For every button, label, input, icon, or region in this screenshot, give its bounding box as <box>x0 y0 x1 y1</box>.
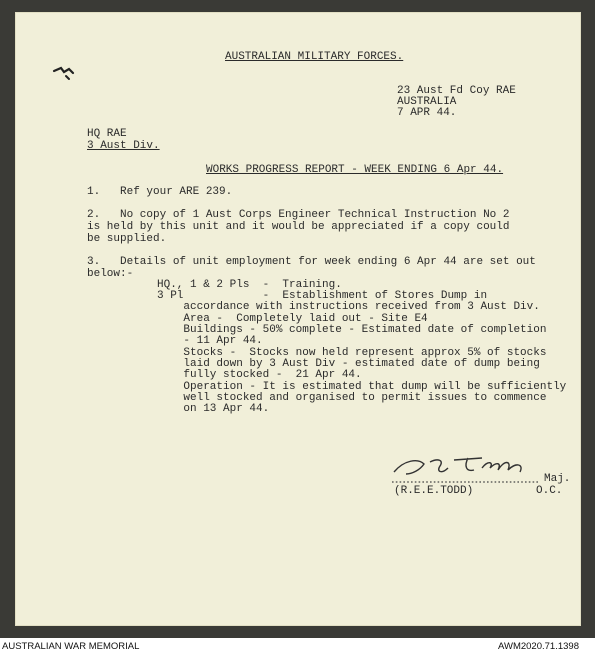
paragraph-3-line: below:- <box>87 268 134 280</box>
paragraph-2-line: is held by this unit and it would be appreciated if a copy could <box>87 221 510 233</box>
employment-line: Area - Completely laid out - Site E4 <box>157 313 428 325</box>
sender-country: AUSTRALIA <box>397 96 457 108</box>
employment-line: - 11 Apr 44. <box>157 335 263 347</box>
employment-line: Buildings - 50% complete - Estimated date of completion <box>157 324 547 336</box>
employment-line: Operation - It is estimated that dump will be sufficiently <box>157 381 567 393</box>
handwritten-signature <box>390 452 550 486</box>
signature-rank: Maj. <box>544 473 571 485</box>
document-title: AUSTRALIAN MILITARY FORCES. <box>225 51 404 63</box>
employment-line: fully stocked - 21 Apr 44. <box>157 369 362 381</box>
paragraph-2-line: 2. No copy of 1 Aust Corps Engineer Technical Instruction No 2 <box>87 209 510 221</box>
employment-line: laid down by 3 Aust Div - estimated date of dump being <box>157 358 540 370</box>
employment-line: 3 Pl - Establishment of Stores Dump in <box>157 290 488 302</box>
ink-mark <box>52 64 78 82</box>
employment-line: Stocks - Stocks now held represent approx 5% of stocks <box>157 347 547 359</box>
footer-institution: AUSTRALIAN WAR MEMORIAL <box>2 641 140 652</box>
addressee-line-1: HQ RAE <box>87 128 127 140</box>
signatory-name: (R.E.E.TODD) <box>394 485 474 497</box>
employment-line: accordance with instructions received from 3 Aust Div. <box>157 301 540 313</box>
employment-line: on 13 Apr 44. <box>157 403 270 415</box>
document-date: 7 APR 44. <box>397 107 457 119</box>
signatory-appointment: O.C. <box>536 485 563 497</box>
footer-accession-number: AWM2020.71.1398 <box>498 641 579 652</box>
paragraph-2-line: be supplied. <box>87 233 167 245</box>
paragraph-1: 1. Ref your ARE 239. <box>87 186 233 198</box>
addressee-line-2: 3 Aust Div. <box>87 140 160 152</box>
employment-line: HQ., 1 & 2 Pls - Training. <box>157 279 342 291</box>
sender-unit: 23 Aust Fd Coy RAE <box>397 85 516 97</box>
employment-line: well stocked and organised to permit issues to commence <box>157 392 547 404</box>
report-title: WORKS PROGRESS REPORT - WEEK ENDING 6 Apr 44. <box>206 164 504 176</box>
paragraph-3-line: 3. Details of unit employment for week ending 6 Apr 44 are set out <box>87 256 536 268</box>
